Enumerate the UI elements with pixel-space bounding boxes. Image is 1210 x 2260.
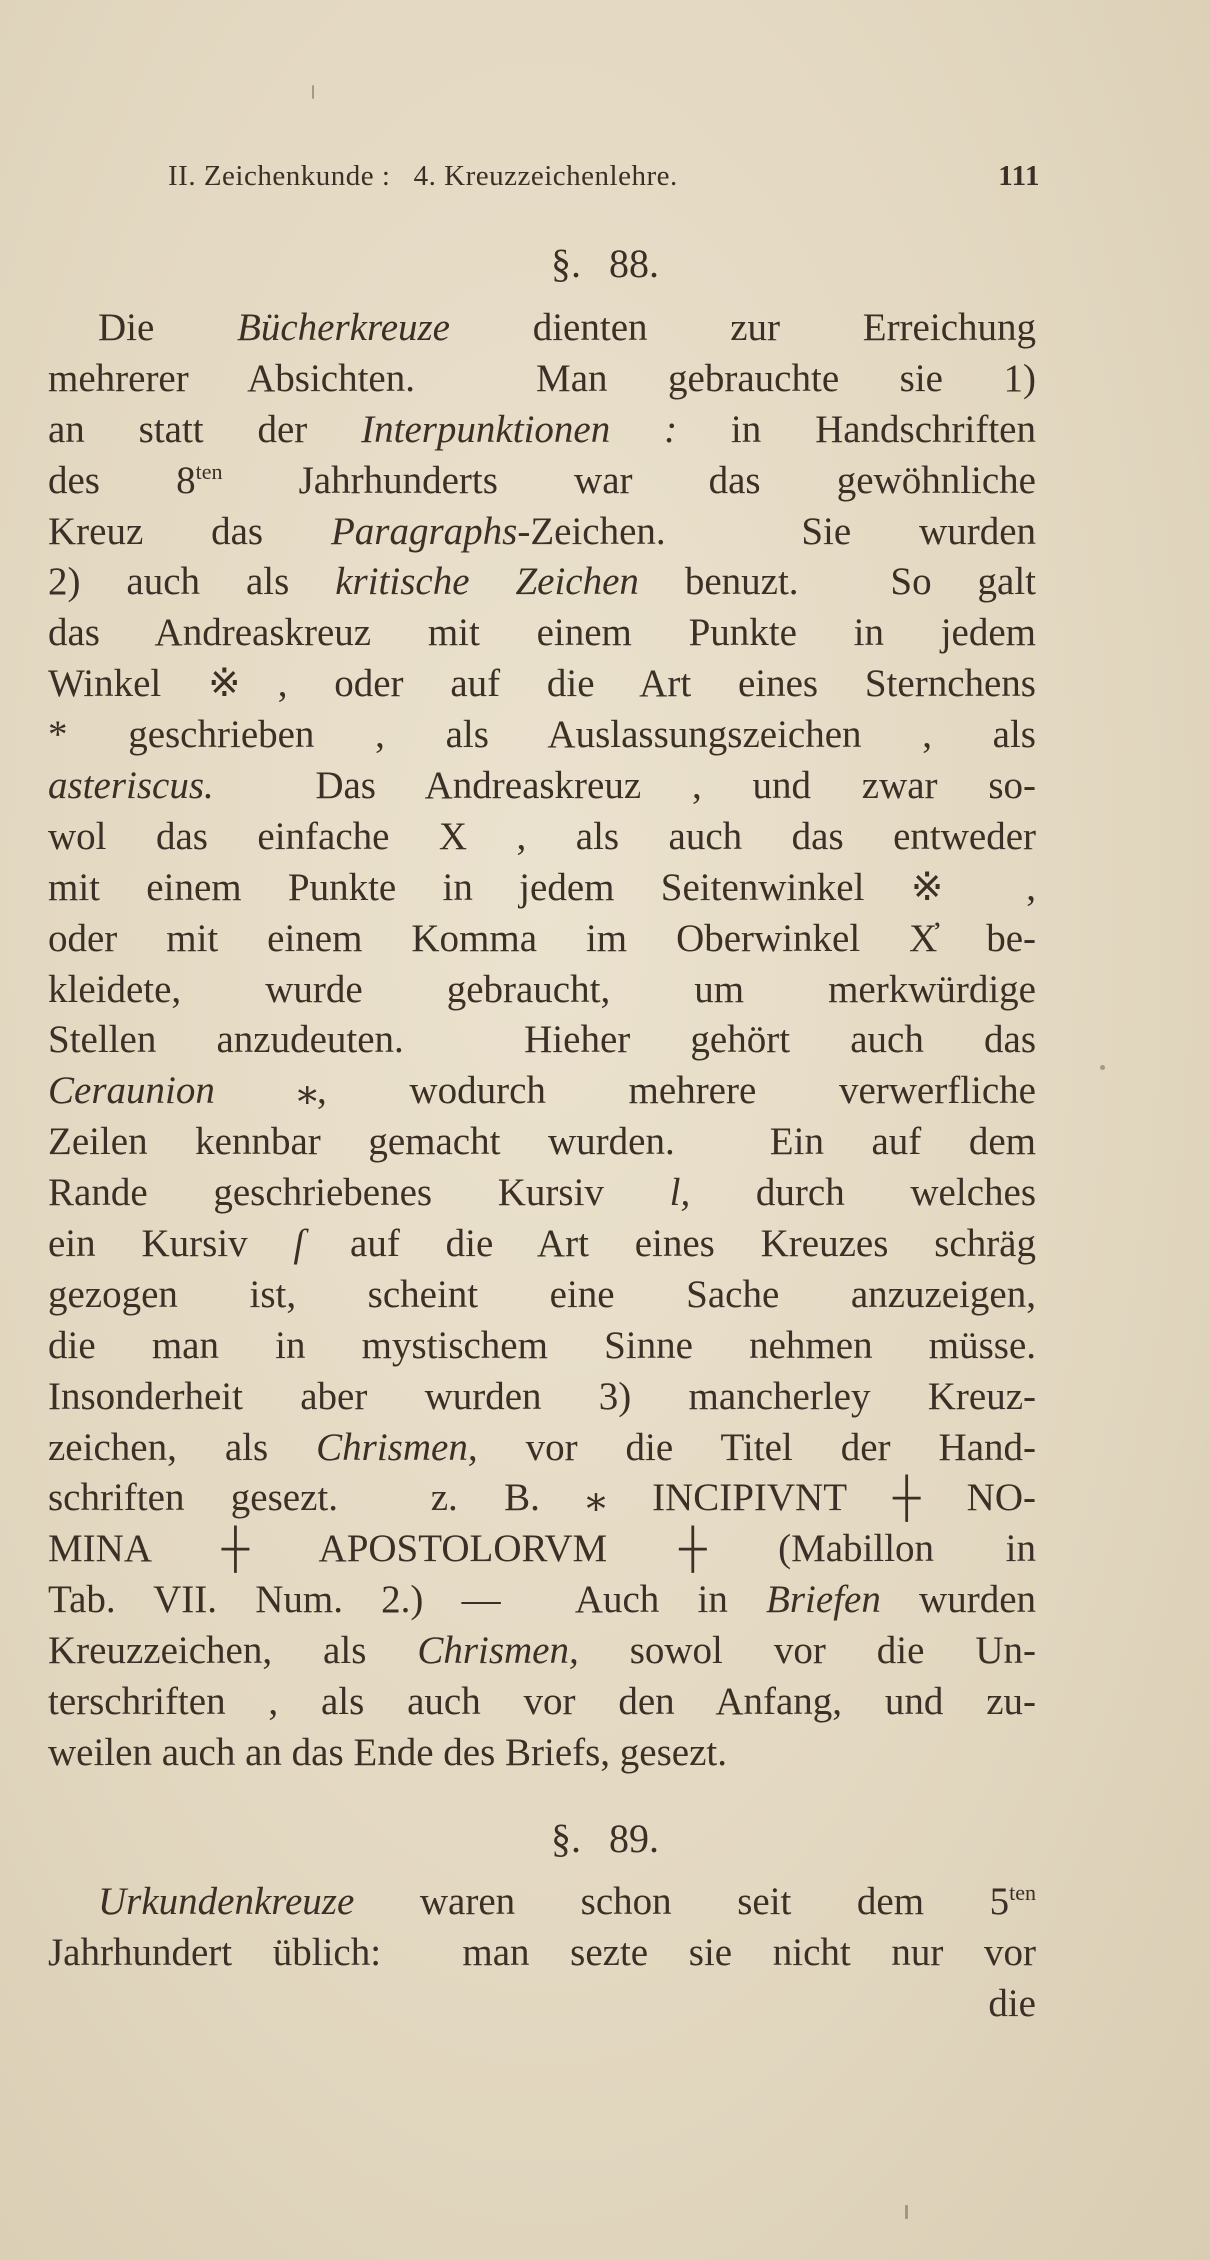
text-run: zeichen, als	[48, 1425, 317, 1469]
text-line	[48, 965, 1036, 1016]
text-run: weilen auch an das Ende des Briefs, gesezt.	[48, 1730, 727, 1774]
section-number: 89.	[609, 1816, 659, 1861]
paper-speck	[312, 85, 314, 99]
text-line	[48, 1117, 1036, 1168]
text-run: Jahrhunderts war das gewöhnliche	[222, 458, 1036, 502]
text-run: vor die Titel der Hand-	[477, 1425, 1036, 1469]
text-run: in Handschriften	[677, 407, 1036, 451]
text-run: 2) auch als	[48, 560, 336, 604]
text-line	[48, 1473, 1036, 1524]
text-run: das Andreaskreuz mit einem Punkte in jedem	[48, 611, 1036, 655]
catchword-line	[48, 1979, 1036, 2030]
text-line	[48, 1524, 1036, 1575]
text-run: Winkel ※, oder auf die Art eines Sternchens	[48, 662, 1036, 706]
italic-term: Chrismen,	[417, 1629, 579, 1673]
text-line	[48, 914, 1036, 965]
text-run: Zeilen kennbar gemacht wurden. Ein auf dem	[48, 1120, 1036, 1164]
section-mark: §.	[551, 241, 581, 286]
text-run: Kreuz das	[48, 509, 331, 553]
text-run: Kreuzzeichen, als	[48, 1629, 418, 1673]
text-run: sowol vor die Un-	[578, 1629, 1036, 1673]
text-line	[48, 863, 1036, 914]
text-line	[48, 354, 1036, 405]
text-run: des 8	[48, 458, 196, 502]
text-line	[48, 812, 1036, 863]
italic-term: Bücherkreuze	[237, 306, 450, 349]
text-run: Stellen anzudeuten. Hieher gehört auch das	[48, 1018, 1036, 1062]
text-line	[48, 659, 1036, 710]
page-number: 111	[998, 160, 1040, 192]
text-run: Jahrhundert üblich: man sezte sie nicht nur vor	[48, 1930, 1036, 1974]
running-header	[168, 160, 1040, 193]
text-line	[48, 456, 1036, 507]
section-88-body	[48, 303, 1036, 1779]
section-heading-88	[0, 240, 1210, 287]
italic-term: Briefen	[766, 1578, 881, 1622]
text-run: Rande geschriebenes Kursiv	[48, 1171, 670, 1215]
text-run: * geschrieben , als Auslassungszeichen , als	[48, 713, 1036, 757]
text-run: MINA ┼ APOSTOLORVM ┼ (Mabillon in	[48, 1527, 1036, 1571]
text-run: ein Kursiv	[48, 1222, 294, 1266]
text-line	[48, 1728, 1036, 1779]
text-line	[48, 710, 1036, 761]
text-line	[48, 761, 1036, 812]
paper-speck	[1100, 1065, 1105, 1070]
section-heading-89	[0, 1815, 1210, 1862]
italic-term: Paragraphs	[330, 509, 518, 553]
text-line	[48, 1423, 1036, 1474]
text-line	[48, 303, 1036, 354]
text-line	[48, 1168, 1036, 1219]
text-run: durch welches	[690, 1171, 1036, 1215]
text-run: Das Andreaskreuz , und zwar so-	[213, 764, 1036, 808]
section-number: 88.	[609, 241, 659, 286]
ordinal-suffix: ten	[1009, 1880, 1036, 1905]
text-run: kleidete, wurde gebraucht, um merkwürdige	[48, 967, 1036, 1011]
italic-term: Interpunktionen :	[361, 407, 678, 451]
text-run: oder mit einem Komma im Oberwinkel X̓ be-	[48, 916, 1036, 960]
text-line	[48, 557, 1036, 608]
text-run: mehrerer Absichten. Man gebrauchte sie 1)	[48, 356, 1036, 400]
section-89-body	[48, 1877, 1036, 1979]
text-line	[48, 1066, 1036, 1117]
text-line	[48, 1928, 1036, 1979]
text-run: mit einem Punkte in jedem Seitenwinkel ※ ,	[48, 865, 1036, 909]
italic-term: Chrismen,	[316, 1425, 478, 1469]
text-run: die man in mystischem Sinne nehmen müsse.	[48, 1323, 1036, 1367]
italic-term: kritische Zeichen	[335, 560, 639, 604]
text-line	[48, 507, 1036, 558]
text-run: Tab. VII. Num. 2.) — Auch in	[48, 1578, 767, 1622]
catchword: die	[988, 1982, 1036, 2025]
italic-term: Ceraunion	[48, 1069, 215, 1113]
text-run: ⁎, wodurch mehrere verwerfliche	[214, 1069, 1036, 1113]
text-run: dienten zur Erreichung	[450, 306, 1036, 349]
text-line	[48, 1877, 1036, 1928]
text-line	[48, 1270, 1036, 1321]
text-run: schriften gesezt. z. B. ⁎ INCIPIVNT ┼ NO-	[48, 1476, 1036, 1520]
italic-term: ſ	[293, 1222, 305, 1266]
paper-speck	[905, 2205, 908, 2219]
text-line	[48, 608, 1036, 659]
ordinal-suffix: ten	[195, 458, 223, 484]
italic-term: l,	[669, 1171, 691, 1215]
running-title: II. Zeichenkunde : 4. Kreuzzeichenlehre.	[168, 160, 678, 192]
text-run: auf die Art eines Kreuzes schräg	[304, 1222, 1036, 1266]
text-line	[48, 405, 1036, 456]
text-run: Die	[98, 306, 238, 349]
text-run: wol das einfache X , als auch das entweder	[48, 814, 1036, 858]
text-run: wurden	[880, 1578, 1036, 1622]
text-run: gezogen ist, scheint eine Sache anzuzeigen,	[48, 1272, 1036, 1316]
italic-term: Urkundenkreuze	[98, 1880, 355, 1923]
text-line	[48, 1575, 1036, 1626]
text-line	[48, 1219, 1036, 1270]
italic-term: asteriscus.	[48, 764, 214, 808]
text-run: waren schon seit dem 5	[354, 1880, 1010, 1923]
text-run: benuzt. So galt	[638, 560, 1036, 604]
text-line	[48, 1372, 1036, 1423]
text-run: an statt der	[48, 407, 362, 451]
text-line	[48, 1321, 1036, 1372]
text-run: -Zeichen. Sie wurden	[517, 509, 1037, 553]
text-line	[48, 1677, 1036, 1728]
text-run: Insonderheit aber wurden 3) mancherley Kreuz-	[48, 1374, 1036, 1418]
text-run: terschriften , als auch vor den Anfang, und zu-	[48, 1680, 1036, 1724]
text-line	[48, 1626, 1036, 1677]
text-line	[48, 1015, 1036, 1066]
section-mark: §.	[551, 1816, 581, 1861]
